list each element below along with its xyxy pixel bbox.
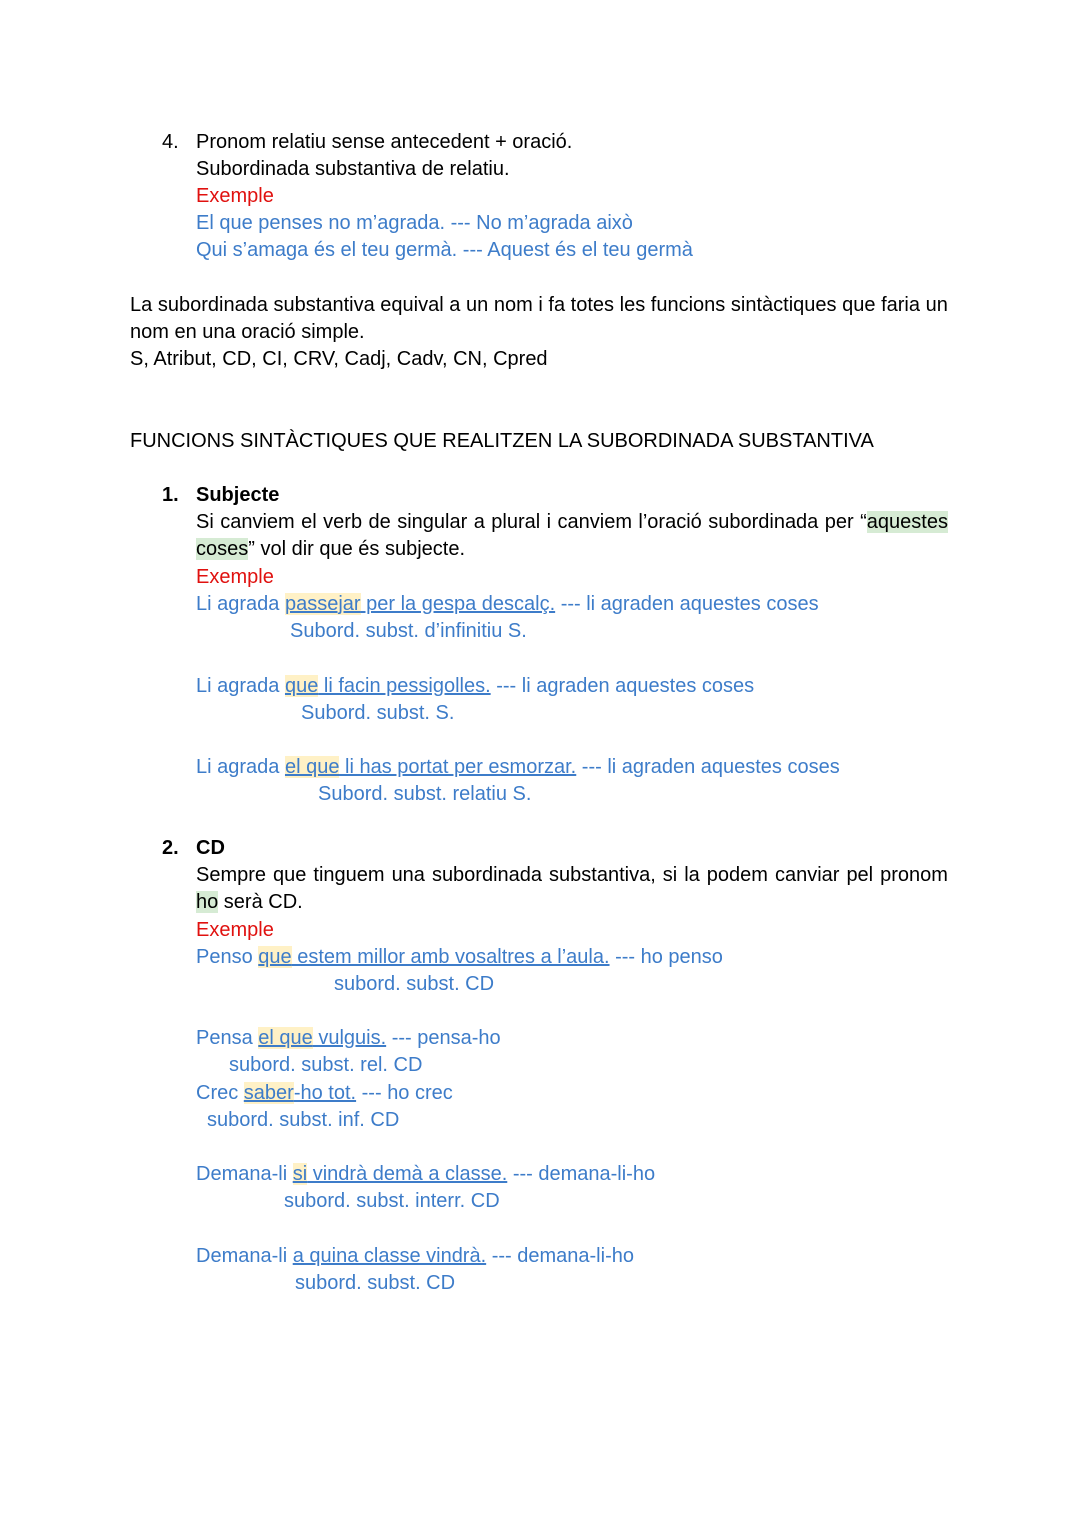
justified-word: Si bbox=[196, 511, 214, 533]
justified-word: una bbox=[391, 864, 425, 886]
highlight: coses bbox=[196, 538, 249, 560]
justified-word: pronom bbox=[880, 864, 948, 886]
justified-word: i bbox=[546, 511, 552, 533]
example-line: Demana-li si vindrà demà a classe. --- demana-li-ho bbox=[196, 1163, 656, 1185]
example-line: Li agrada passejar per la gespa descalç. --- li agraden aquestes coses bbox=[196, 593, 819, 615]
subjecte-desc-line1 bbox=[196, 509, 948, 536]
highlight: que bbox=[284, 675, 319, 697]
justified-word: plural bbox=[491, 511, 541, 533]
exemple-label: Exemple bbox=[196, 919, 274, 941]
justified-word: pel bbox=[846, 864, 874, 886]
exemple-label: Exemple bbox=[196, 566, 274, 588]
justified-word: per bbox=[824, 511, 854, 533]
cd-desc-line1 bbox=[196, 862, 948, 889]
justified-word: a bbox=[449, 294, 461, 316]
justified-word: totes bbox=[570, 294, 615, 316]
example-line: El que penses no m’agrada. --- No m’agrada això bbox=[196, 212, 633, 234]
example-line: Li agrada el que li has portat per esmorzar. --- li agraden aquestes coses bbox=[196, 756, 840, 778]
justified-word: canviar bbox=[774, 864, 840, 886]
justified-word: substantiva bbox=[273, 294, 375, 316]
section4-line1: Pronom relatiu sense antecedent + oració. bbox=[196, 131, 573, 153]
example-line: Demana-li a quina classe vindrà. --- demana-li-ho bbox=[196, 1245, 634, 1267]
highlight: si bbox=[292, 1163, 308, 1185]
highlight: saber bbox=[243, 1082, 294, 1104]
example-note: Subord. subst. d’infinitiu S. bbox=[290, 620, 527, 642]
justified-word: el bbox=[301, 511, 317, 533]
justified-word: un bbox=[925, 294, 948, 316]
justified-word: faria bbox=[881, 294, 920, 316]
highlight: el que bbox=[284, 756, 340, 778]
example-line: Qui s’amaga és el teu germà. --- Aquest és el teu germà bbox=[196, 239, 693, 261]
list-number: 4. bbox=[162, 131, 179, 153]
justified-word: les bbox=[619, 294, 646, 316]
example-note: subord. subst. CD bbox=[295, 1272, 456, 1294]
highlight: el que bbox=[258, 1027, 313, 1049]
exemple-label: Exemple bbox=[196, 185, 274, 207]
subjecte-desc-line2: coses” vol dir que és subjecte. bbox=[196, 538, 466, 560]
justified-word: subordinada bbox=[708, 511, 819, 533]
highlight: ho bbox=[196, 891, 219, 913]
justified-word: tinguem bbox=[313, 864, 385, 886]
example-line: Li agrada que li facin pessigolles. --- li agraden aquestes coses bbox=[196, 675, 755, 697]
justified-word: a bbox=[473, 511, 485, 533]
justified-word: funcions bbox=[650, 294, 726, 316]
justified-word: subordinada bbox=[157, 294, 268, 316]
example-line: Pensa el que vulguis. --- pensa-ho bbox=[196, 1027, 501, 1049]
example-note: Subord. subst. S. bbox=[301, 702, 455, 724]
justified-word: fa bbox=[548, 294, 566, 316]
justified-word: si bbox=[662, 864, 678, 886]
justified-word: subordinada bbox=[431, 864, 543, 886]
list-number: 2. bbox=[162, 837, 179, 859]
example-note: subord. subst. interr. CD bbox=[284, 1190, 500, 1212]
justified-word: canviem bbox=[220, 511, 295, 533]
example-line: Crec saber-ho tot. --- ho crec bbox=[196, 1082, 453, 1104]
justified-word: de bbox=[368, 511, 391, 533]
cd-desc-line2: ho serà CD. bbox=[196, 891, 303, 913]
justified-word: nom bbox=[493, 294, 533, 316]
intro-paragraph-line2: nom en una oració simple. bbox=[130, 321, 365, 343]
functions-list: S, Atribut, CD, CI, CRV, Cadj, Cadv, CN, Cpred bbox=[130, 348, 548, 370]
highlight: aquestes bbox=[866, 511, 948, 533]
justified-word: podem bbox=[706, 864, 768, 886]
example-note: subord. subst. rel. CD bbox=[229, 1054, 423, 1076]
justified-word: la bbox=[684, 864, 700, 886]
justified-word: que bbox=[842, 294, 876, 316]
example-note: subord. subst. CD bbox=[334, 973, 495, 995]
subjecte-title: Subjecte bbox=[196, 484, 280, 506]
highlight: que bbox=[258, 946, 292, 968]
justified-word: verb bbox=[323, 511, 363, 533]
justified-word: un bbox=[466, 294, 489, 316]
justified-word: Sempre bbox=[196, 864, 267, 886]
desc-word: “aquestes bbox=[860, 511, 948, 533]
intro-paragraph-line1 bbox=[130, 292, 948, 319]
justified-word: sintàctiques bbox=[730, 294, 837, 316]
justified-word: substantiva, bbox=[549, 864, 656, 886]
highlight: passejar bbox=[284, 593, 361, 615]
justified-word: singular bbox=[397, 511, 468, 533]
example-note: Subord. subst. relatiu S. bbox=[318, 783, 532, 805]
justified-word: que bbox=[273, 864, 307, 886]
justified-word: i bbox=[538, 294, 543, 316]
section4-line2: Subordinada substantiva de relatiu. bbox=[196, 158, 510, 180]
cd-title: CD bbox=[196, 837, 225, 859]
example-note: subord. subst. inf. CD bbox=[207, 1109, 400, 1131]
justified-word: equival bbox=[380, 294, 444, 316]
justified-word: La bbox=[130, 294, 153, 316]
example-line: Penso que estem millor amb vosaltres a l’aula. --- ho penso bbox=[196, 946, 723, 968]
justified-word: canviem bbox=[557, 511, 632, 533]
justified-word: l’oració bbox=[638, 511, 702, 533]
section-heading: FUNCIONS SINTÀCTIQUES QUE REALITZEN LA SUBORDINADA SUBSTANTIVA bbox=[130, 430, 874, 452]
list-number: 1. bbox=[162, 484, 179, 506]
